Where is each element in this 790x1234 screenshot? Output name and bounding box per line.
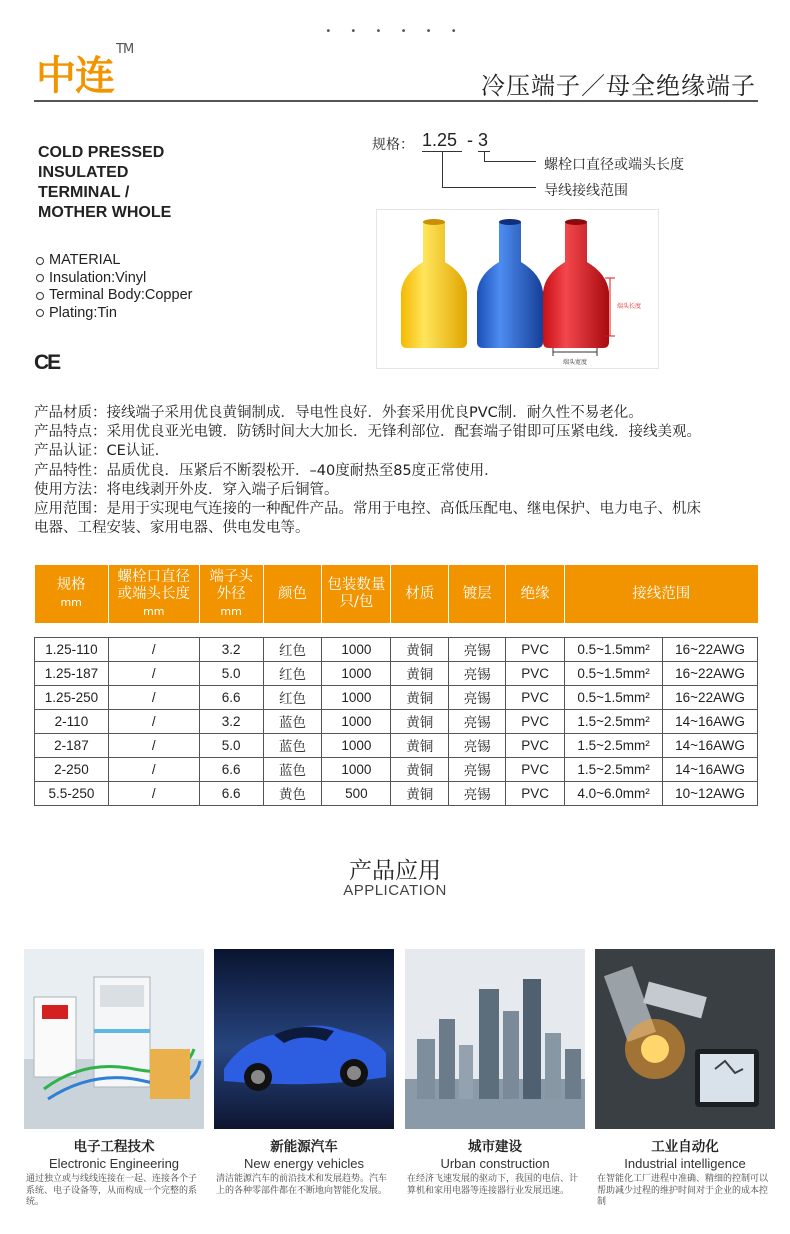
material-item (36, 270, 192, 288)
table-cell: / (108, 661, 199, 685)
electronics-image (24, 949, 204, 1129)
card-title-en: Urban construction (440, 1156, 550, 1171)
length-label: 端头长度 (617, 303, 642, 310)
table-row (35, 637, 758, 661)
table-header-cell (35, 565, 109, 623)
circle-bullet-icon (36, 309, 44, 317)
table-cell: / (108, 733, 199, 757)
table-cell: 黄铜 (391, 685, 449, 709)
table-cell: 蓝色 (263, 733, 322, 757)
material-label: Plating:Tin (49, 304, 117, 321)
description-line: 应用范围：是用于实现电气连接的一种配件产品。常用于电控、高低压配电、继电保护、电力电子、机床 (34, 501, 701, 518)
table-cell: 黄铜 (391, 781, 449, 805)
table-row (35, 757, 758, 781)
product-description (34, 404, 758, 538)
table-cell: 5.0 (199, 733, 263, 757)
header-unit: mm (60, 596, 82, 609)
card-title-en: Electronic Engineering (48, 1156, 180, 1171)
card-industrial-intelligence (595, 949, 775, 1209)
leader-line (442, 187, 536, 188)
table-cell: 2-110 (35, 709, 109, 733)
heading-line: COLD PRESSED (38, 144, 165, 161)
material-list (36, 252, 192, 322)
table-header-cell (449, 565, 506, 623)
table-cell: 1000 (322, 757, 391, 781)
table-header-cell (322, 565, 391, 623)
table-cell: 黄铜 (391, 757, 449, 781)
table-cell: 1000 (322, 661, 391, 685)
application-subtitle: APPLICATION (343, 882, 447, 899)
table-cell: 1.25-187 (35, 661, 109, 685)
description-line: 产品材质：接线端子采用优良黄铜制成．导电性良好．外套采用优良PVC制．耐久性不易老化。 (34, 405, 643, 421)
table-header-row (35, 565, 758, 623)
card-title-cn: 电子工程技术 (73, 1139, 155, 1155)
card-title-cn: 工业自动化 (651, 1139, 719, 1155)
card-new-energy-vehicles (214, 949, 394, 1197)
table-cell: 亮锡 (449, 685, 506, 709)
table-cell: 4.0~6.0mm² (565, 781, 663, 805)
width-label: 端头宽度 (563, 359, 588, 366)
table-cell: 亮锡 (449, 757, 506, 781)
table-cell: 6.6 (199, 781, 263, 805)
table-cell: / (108, 709, 199, 733)
table-header-cell (565, 565, 758, 623)
header-label: 规格 (56, 577, 86, 593)
table-row (35, 733, 758, 757)
table-header-cell (263, 565, 322, 623)
heading-line: MOTHER WHOLE (38, 204, 172, 221)
table-cell: 红色 (263, 685, 322, 709)
table-cell: 500 (322, 781, 391, 805)
ce-mark-icon: CE (34, 351, 60, 374)
table-cell: PVC (506, 733, 565, 757)
table-cell: 亮锡 (449, 637, 506, 661)
table-cell: 14~16AWG (663, 709, 758, 733)
logo-text: 中连 (36, 53, 114, 99)
annotation-bolt: 螺栓口直径或端头长度 (544, 157, 684, 173)
table-cell: PVC (506, 709, 565, 733)
spec-label: 规格： (372, 137, 414, 153)
blue-terminal (477, 219, 543, 348)
header-label: 镀层 (462, 585, 492, 602)
card-urban-construction (405, 949, 585, 1197)
table-cell: 14~16AWG (663, 757, 758, 781)
table-cell: PVC (506, 781, 565, 805)
car-image (214, 949, 394, 1129)
header-label: 绝缘 (520, 585, 550, 602)
material-label: Insulation:Vinyl (49, 269, 147, 286)
leader-line (484, 151, 485, 161)
table-cell: 1.25-110 (35, 637, 109, 661)
table-cell: / (108, 637, 199, 661)
table-cell: 1000 (322, 733, 391, 757)
table-cell: 16~22AWG (663, 685, 758, 709)
card-title-en: New energy vehicles (244, 1156, 364, 1171)
header-unit: mm (220, 604, 242, 618)
table-cell: 14~16AWG (663, 733, 758, 757)
header-label: 螺栓口直径 或端头长度 (117, 568, 191, 602)
table-cell: 黄铜 (391, 637, 449, 661)
product-english-heading (38, 143, 171, 223)
material-item (36, 252, 192, 270)
card-text: 在智能化工厂进程中准确、精细的控制可以帮助减少过程的维护时间对于企业的成本控制 (597, 1174, 769, 1207)
table-cell: PVC (506, 637, 565, 661)
annotation-wire: 导线接线范围 (544, 183, 628, 199)
material-item (36, 287, 192, 305)
table-cell: 2-187 (35, 733, 109, 757)
table-cell: 红色 (263, 637, 322, 661)
description-line: 产品认证：CE认证． (34, 443, 170, 460)
title-divider (34, 100, 758, 102)
description-line: 产品特性：品质优良．压紧后不断裂松开．–40度耐热至85度正常使用． (34, 462, 499, 479)
table-cell: 黄色 (263, 781, 322, 805)
table-header-cell (391, 565, 449, 623)
card-text: 通过独立或与线线连接在一起、连接各个子系统、电子设备等，从而构成一个完整的系统。 (26, 1174, 198, 1207)
table-cell: PVC (506, 757, 565, 781)
robot-image (595, 949, 775, 1129)
table-cell: 6.6 (199, 685, 263, 709)
table-cell: / (108, 757, 199, 781)
table-cell: 蓝色 (263, 757, 322, 781)
table-cell: 1.5~2.5mm² (565, 757, 663, 781)
spec-value-bolt: 3 (478, 130, 489, 150)
table-row (35, 661, 758, 685)
header-label: 接线范围 (632, 585, 691, 602)
red-terminal (543, 219, 609, 348)
header-label: 颜色 (278, 585, 308, 602)
application-cards (24, 949, 768, 1229)
spec-value-wire: 1.25 (422, 130, 458, 150)
table-cell: 黄铜 (391, 733, 449, 757)
table-cell: 1.25-250 (35, 685, 109, 709)
table-cell: 黄铜 (391, 709, 449, 733)
table-row (35, 709, 758, 733)
card-title-cn: 新能源汽车 (270, 1139, 338, 1155)
leader-line (442, 151, 443, 187)
spec-diagram (372, 130, 752, 205)
terminals-illustration (377, 210, 660, 370)
table-cell: 5.0 (199, 661, 263, 685)
product-photo (376, 209, 659, 369)
table-cell: 16~22AWG (663, 637, 758, 661)
table-cell: 0.5~1.5mm² (565, 637, 663, 661)
header-unit: mm (143, 604, 165, 618)
brand-logo (36, 41, 134, 101)
yellow-terminal (401, 219, 467, 348)
table-cell: 1000 (322, 685, 391, 709)
material-label: MATERIAL (49, 252, 121, 268)
card-title-en: Industrial intelligence (624, 1156, 746, 1171)
table-cell: 0.5~1.5mm² (565, 661, 663, 685)
table-cell: 亮锡 (449, 709, 506, 733)
table-cell: 2-250 (35, 757, 109, 781)
table-row (35, 781, 758, 805)
table-cell: 红色 (263, 661, 322, 685)
card-title-cn: 城市建设 (468, 1139, 522, 1155)
table-cell: 1000 (322, 637, 391, 661)
table-cell: / (108, 781, 199, 805)
table-header-cell (199, 565, 263, 623)
city-image (405, 949, 585, 1129)
description-line: 产品特点：采用优良亚光电镀．防锈时间大大加长．无锋利部位．配套端子钳即可压紧电线．接线美观。 (34, 424, 701, 441)
table-cell: 3.2 (199, 709, 263, 733)
table-header-cell (506, 565, 565, 623)
header-label: 端子头 外径 (209, 568, 253, 602)
table-cell: / (108, 685, 199, 709)
header-label: 材质 (405, 585, 435, 602)
circle-bullet-icon (36, 257, 44, 265)
table-cell: 亮锡 (449, 733, 506, 757)
table-cell: 16~22AWG (663, 661, 758, 685)
material-item (36, 305, 192, 323)
circle-bullet-icon (36, 274, 44, 282)
table-cell: 蓝色 (263, 709, 322, 733)
trademark-mark: TM (116, 41, 134, 57)
top-dots: • • • • • • (325, 26, 465, 37)
heading-line: TERMINAL / (38, 184, 130, 201)
table-header-cell (108, 565, 199, 623)
spec-table (34, 565, 758, 806)
table-cell: 1000 (322, 709, 391, 733)
description-line: 电器、工程安装、家用电器、供电发电等。 (34, 520, 310, 537)
material-label: Terminal Body:Copper (49, 287, 193, 303)
card-text: 在经济飞速发展的驱动下，我国的电信、计算机和家用电器等连接器行业发展迅速。 (407, 1174, 579, 1196)
table-cell: 1.5~2.5mm² (565, 709, 663, 733)
table-cell: 亮锡 (449, 781, 506, 805)
page-title: 冷压端子／母全绝缘端子 (481, 72, 756, 100)
table-cell: 6.6 (199, 757, 263, 781)
table-cell: 10~12AWG (663, 781, 758, 805)
card-text: 清洁能源汽车的前沿技术和发展趋势。汽车上的各种零部件都在不断地向智能化发展。 (216, 1174, 388, 1196)
table-cell: 3.2 (199, 637, 263, 661)
card-electronic-engineering (24, 949, 204, 1209)
table-cell: 0.5~1.5mm² (565, 685, 663, 709)
table-cell: PVC (506, 685, 565, 709)
table-cell: PVC (506, 661, 565, 685)
table-row (35, 685, 758, 709)
table-cell: 5.5-250 (35, 781, 109, 805)
heading-line: INSULATED (38, 164, 129, 181)
spec-dash: - (467, 130, 473, 150)
description-line: 使用方法：将电线剥开外皮．穿入端子后铜管。 (34, 481, 339, 498)
table-cell: 亮锡 (449, 661, 506, 685)
header-label: 包装数量 只/包 (327, 577, 386, 610)
circle-bullet-icon (36, 292, 44, 300)
table-cell: 1.5~2.5mm² (565, 733, 663, 757)
application-title: 产品应用 (349, 858, 441, 884)
leader-line (484, 161, 536, 162)
table-cell: 黄铜 (391, 661, 449, 685)
